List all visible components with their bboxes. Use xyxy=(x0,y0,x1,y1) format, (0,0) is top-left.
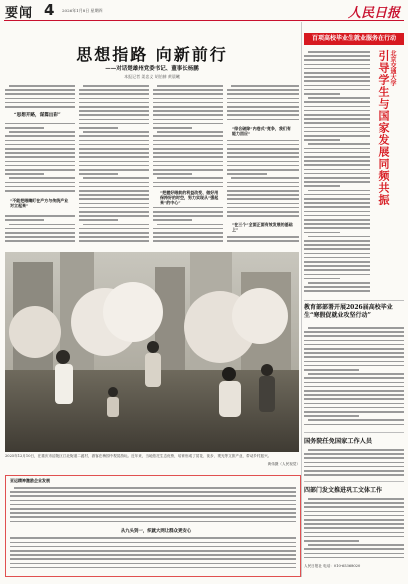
text-line xyxy=(83,224,149,226)
text-line xyxy=(304,466,404,468)
text-line xyxy=(227,93,299,95)
text-line xyxy=(5,123,75,125)
text-line xyxy=(308,282,370,284)
text-line xyxy=(153,169,223,171)
text-line xyxy=(79,173,118,175)
text-line xyxy=(304,202,370,204)
text-line xyxy=(227,182,299,184)
text-line xyxy=(157,224,223,226)
text-line xyxy=(227,140,299,142)
text-line xyxy=(304,194,370,196)
text-line xyxy=(79,203,149,205)
text-line xyxy=(304,403,404,405)
text-line xyxy=(5,102,75,104)
text-line xyxy=(5,190,75,192)
text-line xyxy=(304,274,370,276)
text-line xyxy=(10,512,296,514)
text-line xyxy=(157,177,223,179)
lead-subtitle: ——对话楚雄州党委书记、董事长杨鹏 xyxy=(105,66,199,72)
text-line xyxy=(227,156,299,158)
text-line xyxy=(10,521,296,523)
text-line xyxy=(304,173,370,175)
divider-3 xyxy=(304,481,404,482)
text-line xyxy=(304,261,370,263)
lead-body-col4 xyxy=(227,84,299,244)
text-line xyxy=(227,236,299,238)
article4-body xyxy=(304,497,404,559)
text-line xyxy=(308,51,370,53)
text-line xyxy=(304,181,370,183)
lead-body-col3 xyxy=(153,84,223,244)
lead-subhead-4: “综合破除“内卷式”竞争，我们有能力回应” xyxy=(232,126,291,136)
text-line xyxy=(79,161,149,163)
text-line xyxy=(153,110,223,112)
text-line xyxy=(304,160,370,162)
text-line xyxy=(308,373,404,375)
text-line xyxy=(5,173,44,175)
text-line xyxy=(5,182,75,184)
text-line xyxy=(304,131,370,133)
text-line xyxy=(5,232,75,234)
text-line xyxy=(79,123,149,125)
boxed-article xyxy=(5,475,301,577)
text-line xyxy=(227,89,299,91)
text-line xyxy=(304,407,404,409)
text-line xyxy=(227,152,299,154)
lead-subhead-2: “不能把眼睛盯在产方与传统产业对立起来” xyxy=(10,198,69,208)
text-line xyxy=(79,148,149,150)
text-line xyxy=(304,390,404,392)
text-line xyxy=(304,519,404,521)
article2-body xyxy=(304,326,404,428)
text-line xyxy=(304,227,370,229)
text-line xyxy=(304,169,370,171)
text-line xyxy=(304,152,370,154)
text-line xyxy=(79,156,149,158)
text-line xyxy=(304,85,370,87)
text-line xyxy=(5,236,75,238)
campaign-banner: 百项高校毕业生就业服务在行动 xyxy=(304,33,404,45)
text-line xyxy=(304,106,370,108)
text-line xyxy=(304,515,404,517)
text-line xyxy=(153,119,223,121)
text-line xyxy=(304,553,404,555)
text-line xyxy=(304,164,370,166)
text-line xyxy=(79,119,149,121)
text-line xyxy=(83,85,149,87)
text-line xyxy=(304,64,370,66)
text-line xyxy=(79,165,149,167)
text-line xyxy=(79,186,149,188)
text-line xyxy=(153,98,223,100)
text-line xyxy=(79,240,149,242)
text-line xyxy=(79,198,149,200)
text-line xyxy=(153,135,223,137)
text-line xyxy=(304,470,404,472)
text-line xyxy=(153,106,223,108)
text-line xyxy=(10,558,296,560)
text-line xyxy=(304,89,370,91)
text-line xyxy=(9,224,75,226)
text-line xyxy=(304,93,340,95)
text-line xyxy=(10,516,296,518)
text-line xyxy=(304,506,404,508)
text-line xyxy=(304,55,370,57)
text-line xyxy=(5,186,75,188)
lead-headline: 思想指路 向新前行 xyxy=(76,45,228,64)
text-line xyxy=(14,487,296,489)
text-line xyxy=(157,131,223,133)
text-line xyxy=(227,194,299,196)
text-line xyxy=(308,236,370,238)
divider-1 xyxy=(304,300,404,301)
text-line xyxy=(5,219,44,221)
text-line xyxy=(5,161,75,163)
text-line xyxy=(79,114,149,116)
text-line xyxy=(227,119,299,121)
text-line xyxy=(304,177,370,179)
text-line xyxy=(5,144,75,146)
text-line xyxy=(227,102,299,104)
text-line xyxy=(304,377,404,379)
text-line xyxy=(304,148,370,150)
article2-title: 教育部部署开展2026届高校毕业生“寒假促就业攻坚行动” xyxy=(304,304,393,319)
text-line xyxy=(79,152,149,154)
text-line xyxy=(10,495,296,497)
text-line xyxy=(304,398,404,400)
text-line xyxy=(153,156,223,158)
text-line xyxy=(79,169,149,171)
text-line xyxy=(304,118,370,120)
divider-2 xyxy=(304,432,404,433)
issue-date: 2026年1月8日 星期四 xyxy=(62,8,103,13)
text-line xyxy=(79,194,149,196)
text-line xyxy=(227,203,299,205)
photo-caption: 2025年12月10日，在重庆市涪陵区江北街道二渡村，游客在梅园中观赏游玩。近年来，当地依托生态优势，培育形成了赏花、徒步、观光等文旅产业，带动乡村振兴。 xyxy=(5,454,272,458)
text-line xyxy=(304,139,340,141)
text-line xyxy=(153,161,223,163)
text-line xyxy=(304,156,370,158)
text-line xyxy=(304,415,359,417)
text-line xyxy=(153,219,192,221)
text-line xyxy=(227,148,299,150)
text-line xyxy=(227,114,299,116)
text-line xyxy=(304,232,340,234)
text-line xyxy=(153,140,223,142)
text-line xyxy=(79,182,149,184)
text-line xyxy=(79,140,149,142)
text-line xyxy=(79,236,149,238)
text-line xyxy=(5,228,75,230)
text-line xyxy=(153,89,223,91)
text-line xyxy=(153,228,223,230)
masthead-rule xyxy=(4,20,404,21)
text-line xyxy=(227,98,299,100)
text-line xyxy=(153,114,223,116)
text-line xyxy=(304,211,370,213)
text-line xyxy=(10,542,296,544)
text-line xyxy=(308,143,370,145)
article4-title: 四部门发文推进巩工文体工作 xyxy=(304,487,383,494)
text-line xyxy=(79,190,149,192)
text-line xyxy=(227,211,299,213)
text-line xyxy=(10,546,296,548)
text-line xyxy=(304,382,404,384)
text-line xyxy=(304,523,404,525)
text-line xyxy=(227,173,267,175)
news-photo xyxy=(5,252,299,452)
text-line xyxy=(304,265,370,267)
text-line xyxy=(79,102,149,104)
text-line xyxy=(153,123,223,125)
text-line xyxy=(304,532,404,534)
text-line xyxy=(10,491,296,493)
text-line xyxy=(5,169,75,171)
text-line xyxy=(304,331,404,333)
text-line xyxy=(153,207,223,209)
text-line xyxy=(5,106,75,108)
text-line xyxy=(153,127,192,129)
text-line xyxy=(304,527,404,529)
text-line xyxy=(308,327,404,329)
text-line xyxy=(79,93,149,95)
text-line xyxy=(79,219,118,221)
text-line xyxy=(304,206,370,208)
text-line xyxy=(304,223,370,225)
text-line xyxy=(304,540,359,542)
text-line xyxy=(5,156,75,158)
text-line xyxy=(304,290,370,292)
text-line xyxy=(10,537,296,539)
text-line xyxy=(308,190,370,192)
text-line xyxy=(153,236,223,238)
text-line xyxy=(304,340,404,342)
text-line xyxy=(10,550,296,552)
text-line xyxy=(304,76,370,78)
text-line xyxy=(304,369,359,371)
text-line xyxy=(304,198,370,200)
text-line xyxy=(79,215,149,217)
text-line xyxy=(153,152,223,154)
text-line xyxy=(227,215,299,217)
article3-body xyxy=(304,448,404,478)
article3-title: 国务院任免国家工作人员 xyxy=(304,438,373,445)
text-line xyxy=(227,110,299,112)
text-line xyxy=(308,544,404,546)
text-line xyxy=(304,185,340,187)
lead-byline: 本报记者 姜忠义 胡伯赫 黄晨曦 xyxy=(124,74,180,79)
text-line xyxy=(304,424,404,426)
newspaper-logo: 人民日报 xyxy=(347,6,400,21)
text-line xyxy=(79,98,149,100)
text-line xyxy=(304,462,404,464)
text-line xyxy=(304,457,404,459)
text-line xyxy=(308,449,404,451)
text-line xyxy=(304,127,370,129)
text-line xyxy=(157,85,223,87)
text-line xyxy=(153,102,223,104)
text-line xyxy=(304,352,404,354)
text-line xyxy=(304,72,370,74)
text-line xyxy=(153,186,223,188)
text-line xyxy=(5,148,75,150)
text-line xyxy=(227,106,299,108)
text-line xyxy=(5,152,75,154)
text-line xyxy=(304,557,404,559)
text-line xyxy=(304,286,370,288)
text-line xyxy=(304,474,404,476)
text-line xyxy=(304,335,404,337)
text-line xyxy=(304,269,370,271)
text-line xyxy=(9,177,75,179)
boxed-side-heading: 亚运精神激励企业发展 xyxy=(10,478,50,483)
text-line xyxy=(304,135,370,137)
text-line xyxy=(304,110,370,112)
text-line xyxy=(79,232,149,234)
lead-body-col2 xyxy=(79,84,149,244)
text-line xyxy=(10,500,296,502)
boxed-article-heading: 从九头到一，织就大网让群众更安心 xyxy=(120,529,192,534)
boxed-article-body xyxy=(10,486,296,572)
text-line xyxy=(227,169,299,171)
masthead xyxy=(0,0,408,22)
text-line xyxy=(10,563,296,565)
photo-credit: 黄伟摄（人民视觉） xyxy=(267,462,300,466)
text-line xyxy=(304,278,340,280)
text-line xyxy=(227,161,299,163)
text-line xyxy=(79,110,149,112)
text-line xyxy=(79,207,149,209)
feature-title-school: 北京交通大学 xyxy=(389,50,396,86)
text-line xyxy=(153,148,223,150)
text-line xyxy=(231,85,299,87)
text-line xyxy=(304,386,404,388)
text-line xyxy=(153,215,223,217)
text-line xyxy=(304,365,404,367)
text-line xyxy=(153,182,223,184)
text-line xyxy=(227,207,299,209)
text-line xyxy=(5,93,75,95)
text-line xyxy=(304,548,404,550)
text-line xyxy=(304,114,370,116)
feature-title-main: 引导学生与国家发展同频共振 xyxy=(377,50,390,206)
text-line xyxy=(10,508,296,510)
text-line xyxy=(153,144,223,146)
text-line xyxy=(9,85,75,87)
text-line xyxy=(5,127,44,129)
footer-info: 人民日报社 电话：010-65368020 xyxy=(304,564,361,568)
text-line xyxy=(304,511,404,513)
text-line xyxy=(79,106,149,108)
text-line xyxy=(304,536,404,538)
text-line xyxy=(231,177,299,179)
column-divider xyxy=(301,22,302,577)
page-number: 4 xyxy=(44,1,55,19)
text-line xyxy=(304,101,370,103)
text-line xyxy=(227,186,299,188)
text-line xyxy=(227,144,299,146)
text-line xyxy=(304,361,404,363)
text-line xyxy=(304,344,404,346)
text-line xyxy=(304,215,370,217)
text-line xyxy=(153,240,223,242)
text-line xyxy=(304,348,404,350)
text-line xyxy=(304,257,370,259)
lead-subhead-3: “把握好眼前的利益改变、做好用保持好的时空，努力实现从“强起来”的中心” xyxy=(160,190,219,205)
lead-subhead-1: “思想开路，谋篇出彩” xyxy=(14,113,61,118)
text-line xyxy=(9,131,75,133)
text-line xyxy=(227,165,299,167)
text-line xyxy=(153,93,223,95)
text-line xyxy=(304,219,370,221)
lead-body-col1 xyxy=(5,84,75,244)
lead-subhead-5: “在三个“全面正面有效发展的基础上” xyxy=(232,222,293,232)
text-line xyxy=(5,165,75,167)
text-line xyxy=(304,122,370,124)
text-line xyxy=(5,240,75,242)
text-line xyxy=(83,131,149,133)
text-line xyxy=(79,228,149,230)
text-line xyxy=(79,127,118,129)
text-line xyxy=(308,97,370,99)
text-line xyxy=(227,240,299,242)
text-line xyxy=(304,356,404,358)
text-line xyxy=(304,453,404,455)
text-line xyxy=(304,411,404,413)
text-line xyxy=(10,504,296,506)
section-name: 要闻 xyxy=(5,6,34,21)
feature-body xyxy=(304,50,370,296)
text-line xyxy=(153,211,223,213)
text-line xyxy=(79,89,149,91)
text-line xyxy=(304,253,370,255)
text-line xyxy=(304,502,404,504)
text-line xyxy=(227,190,299,192)
text-line xyxy=(83,177,149,179)
text-line xyxy=(304,248,370,250)
text-line xyxy=(304,68,370,70)
text-line xyxy=(308,419,404,421)
text-line xyxy=(79,135,149,137)
text-line xyxy=(304,59,370,61)
text-line xyxy=(79,144,149,146)
text-line xyxy=(5,215,75,217)
text-line xyxy=(304,80,370,82)
text-line xyxy=(153,232,223,234)
text-line xyxy=(304,240,370,242)
text-line xyxy=(5,89,75,91)
text-line xyxy=(10,567,296,569)
text-line xyxy=(153,165,223,167)
text-line xyxy=(227,198,299,200)
text-line xyxy=(5,98,75,100)
text-line xyxy=(153,173,192,175)
text-line xyxy=(79,211,149,213)
text-line xyxy=(308,498,404,500)
text-line xyxy=(304,244,370,246)
text-line xyxy=(304,394,404,396)
text-line xyxy=(10,554,296,556)
text-line xyxy=(5,140,75,142)
text-line xyxy=(5,135,75,137)
